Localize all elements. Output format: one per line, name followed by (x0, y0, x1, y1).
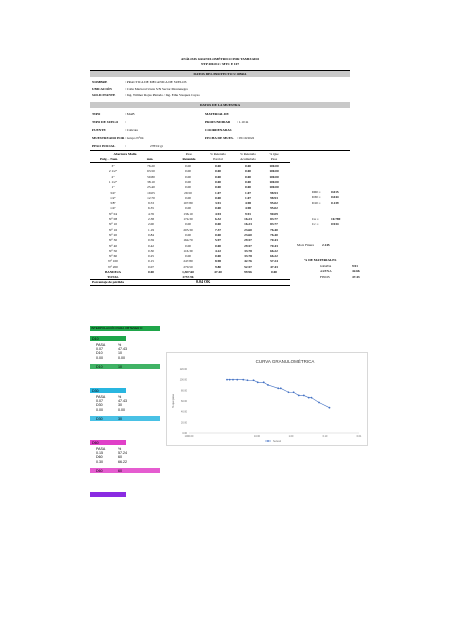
table-cell: 0.00 (215, 164, 221, 168)
panel-cell-left: PASA (96, 343, 106, 347)
table-cell: N° 40 (108, 243, 118, 248)
table-cell: 0.00 (215, 206, 221, 211)
table-cell: 70.43 (270, 243, 278, 248)
d-value: 0.139 (331, 200, 339, 205)
data-point (232, 379, 234, 381)
loss-label: Porcentaje de pérdida (92, 280, 124, 284)
th-ret-parcial-b: Parcial (213, 157, 223, 161)
table-cell: TOTAL (107, 275, 119, 280)
panel-result-value: 60 (118, 468, 122, 473)
table-cell: 19.05 (147, 190, 155, 195)
th-pulg: Pulg. - Nom. (100, 157, 119, 161)
sample-value: : 1.10 m (237, 120, 249, 124)
chart-ylabel: % que pasa (172, 394, 175, 408)
data-point (236, 379, 238, 381)
table-cell: 6.35 (148, 206, 154, 211)
panel-cell-left: 0.15 (96, 451, 103, 456)
table-cell: 1 1/2" (108, 179, 118, 184)
table-cell: 50.80 (147, 174, 155, 179)
y-tick-label: 40.00 (181, 410, 187, 414)
table-cell: 76.40 (270, 227, 278, 232)
table-cell: 136.10 (183, 211, 193, 216)
data-point (247, 379, 249, 381)
table-cell: 0.59 (148, 238, 154, 243)
table-cell: 3" (111, 164, 115, 168)
sample-value: : (125, 144, 126, 148)
panel-cell-right: 0.00 (118, 407, 125, 412)
panel-cell-right: % (118, 395, 122, 399)
panel-footer-bar (90, 492, 126, 497)
table-cell: 100.00 (269, 169, 279, 174)
data-point (329, 407, 331, 409)
panel-cell-right: 10 (118, 351, 122, 356)
table-cell: 3.91 (215, 201, 221, 206)
coef-label: Cu = (312, 217, 319, 221)
table-cell: 83.77 (270, 222, 278, 227)
table-cell: 66.22 (270, 254, 278, 259)
project-header: DATOS DEL PROYECTO U OBRA (193, 72, 247, 76)
coef-value: 10.789 (331, 217, 341, 221)
panel-cell-left: 0.00 (96, 355, 103, 360)
data-point (267, 384, 269, 386)
report-subtitle: NTP 400.012 / MTC E 107 (200, 62, 240, 66)
table-cell: 1" (111, 185, 115, 190)
table-cell: 12.70 (147, 195, 155, 200)
th-pasa-a: % Que (269, 152, 279, 156)
table-cell: 107.80 (183, 201, 193, 206)
data-point (293, 391, 295, 393)
project-value: : PRACTICA DE MECANICA DE SUELOS (125, 80, 187, 84)
panel-cell-right: % (118, 447, 122, 451)
table-cell: 1/2" (110, 195, 116, 200)
sample-label: COORDENADAS (205, 128, 232, 132)
table-cell: 1,307.60 (182, 270, 194, 274)
table-cell: 57.24 (270, 259, 278, 264)
y-tick-label: 80.00 (181, 389, 187, 393)
coef-value: 0.934 (331, 222, 339, 227)
legend-label: Series1 (273, 440, 282, 443)
panel-cell-right: % (118, 343, 122, 347)
panel-cell-left: D60 (96, 455, 103, 460)
table-cell: N° 50 (108, 248, 118, 253)
table-cell: 0.00 (215, 195, 221, 200)
table-cell: 0.00 (185, 174, 191, 179)
table-cell: 29.57 (244, 238, 252, 243)
table-cell: 47.43 (270, 264, 278, 269)
table-cell: 4.98 (245, 206, 251, 211)
panel-cell-left: 0.07 (96, 399, 103, 404)
panel-title: INTERPOLACIÓN PARA OBTENER D (91, 326, 143, 330)
table-cell: 83.77 (270, 217, 278, 221)
modulus-value: 2.145 (322, 243, 330, 247)
data-point (257, 381, 259, 383)
data-point (253, 379, 255, 381)
table-cell: 0.84 (148, 232, 154, 237)
sample-label: MATERIAL DE (205, 112, 229, 116)
material-label: FINOS (320, 274, 330, 279)
table-cell: 2" (111, 174, 115, 179)
x-tick-label: 0.10 (322, 435, 328, 438)
project-label: UBICACIÓN (92, 86, 112, 91)
table-cell: 100.00 (269, 185, 279, 190)
table-cell: 9.91 (245, 211, 251, 216)
table-cell: 174.30 (183, 217, 193, 221)
table-cell: 98.93 (270, 190, 278, 195)
table-cell: 100.00 (269, 174, 279, 179)
table-cell: 0.00 (148, 270, 154, 274)
table-cell: 90.09 (270, 211, 278, 216)
material-value: 47.43 (352, 274, 360, 279)
table-cell: 70.43 (270, 238, 278, 243)
table-cell: 0.00 (185, 195, 191, 200)
table-cell: 0.00 (185, 185, 191, 190)
table-cell: 4.76 (148, 211, 154, 216)
table-cell: 2.38 (148, 217, 154, 221)
sample-value: : MAB (125, 112, 135, 116)
table-cell: 203.30 (183, 227, 193, 232)
table-cell: 66.22 (270, 248, 278, 253)
table-cell: 4.93 (215, 211, 221, 216)
material-label: GRAVA (320, 264, 332, 268)
table-cell: 1.19 (148, 227, 154, 232)
panel-cell-left: 0.00 (96, 407, 103, 412)
table-cell: 42.76 (244, 259, 252, 264)
table-cell: 8.98 (215, 259, 221, 264)
table-cell: 6.32 (215, 217, 221, 221)
table-cell: 0.00 (245, 169, 251, 174)
y-tick-label: 60.00 (181, 400, 187, 403)
table-cell: 0.00 (185, 206, 191, 211)
table-cell: 52.57 (244, 264, 252, 269)
panel-cell-right: 47.43 (118, 347, 127, 352)
table-cell: 4.98 (245, 201, 251, 206)
table-cell: N° 100 (108, 259, 118, 264)
th-mm: mm. (146, 157, 154, 161)
project-value: : Ing. Wilmer Rojas Pintado / Ing. Ethu Vasquez Cayao (125, 93, 200, 97)
th-ret-acum-a: % Retenido (240, 152, 256, 156)
data-point (242, 379, 244, 381)
y-tick-label: 20.00 (181, 421, 187, 425)
legend-marker (267, 440, 269, 442)
table-cell: 16.23 (244, 222, 252, 227)
th-peso: Peso (185, 152, 193, 156)
sample-header: DATOS DE LA MUESTRA (199, 103, 241, 107)
table-cell: 3/8" (110, 201, 116, 206)
table-cell: 9.53 (148, 201, 154, 206)
data-point (277, 387, 279, 389)
modulus-label: Mod. Finura (297, 243, 314, 247)
table-cell: 2757.96 (182, 275, 194, 280)
coef-label: Cc = (312, 222, 319, 227)
data-point (298, 395, 300, 397)
y-tick-label: 120.00 (179, 368, 187, 371)
data-point (308, 397, 310, 399)
sample-label: TIPO DE SUELO (92, 120, 119, 124)
table-cell: 23.60 (244, 232, 252, 237)
table-cell: 5.97 (215, 238, 221, 243)
panel-cell-right: 47.43 (118, 399, 127, 404)
panel-cell-left: 0.30 (96, 459, 103, 464)
table-cell: 0.15 (148, 259, 154, 264)
table-cell: 3/4" (110, 190, 116, 195)
table-cell: N° 08 (108, 217, 118, 221)
panel-cell-right: 66.22 (118, 459, 127, 464)
th-abertura: Abertura Malla (113, 152, 137, 156)
table-cell: 0.00 (271, 270, 277, 274)
sample-label: FUENTE (92, 128, 106, 132)
table-cell: 7.37 (215, 227, 221, 232)
sample-label: PESO INICIAL (92, 144, 116, 148)
table-cell: 9.80 (215, 264, 221, 269)
table-cell: 76.40 (270, 232, 278, 237)
table-cell: 63.50 (147, 169, 155, 174)
table-cell: 164.70 (183, 238, 193, 243)
table-cell: 0.00 (185, 232, 191, 237)
table-cell: 16.23 (244, 217, 252, 221)
y-tick-label: 100.00 (179, 378, 187, 382)
data-point (229, 379, 231, 381)
table-cell: 1.07 (215, 190, 221, 195)
table-cell: 0.00 (185, 179, 191, 184)
panel-cell-left: D10 (96, 351, 103, 356)
table-cell: 247.80 (183, 259, 193, 264)
d-value: 0.044 (331, 195, 339, 200)
panel-result-label: D10 (96, 364, 103, 369)
data-point (303, 395, 305, 397)
chart-svg (167, 353, 367, 445)
sample-extra: 2783.9 gr (150, 144, 163, 148)
table-cell: 0.00 (215, 254, 221, 259)
d-label: D10 = (312, 200, 321, 205)
x-tick-label: 1.00 (288, 435, 294, 438)
panel-cell-left: D30 (96, 403, 103, 408)
table-cell: 0.00 (245, 185, 251, 190)
series-line (227, 380, 329, 408)
table-cell: 25.40 (147, 185, 155, 190)
th-retenido: Retenido (182, 157, 196, 161)
panel-result-label: D60 (96, 468, 103, 473)
table-cell: N° 04 (108, 211, 118, 216)
table-cell: BANDEJA (104, 270, 121, 274)
table-cell: 0.25 (148, 254, 154, 259)
table-cell: 33.78 (244, 254, 252, 259)
sample-label: FECHA DE MUES. (205, 136, 234, 140)
table-cell: 116.30 (183, 248, 193, 253)
table-cell: 1.07 (245, 195, 251, 200)
table-cell: 0.00 (185, 222, 191, 227)
panel-block-title: D10 (92, 336, 99, 341)
material-label: ARENA (320, 269, 332, 274)
table-cell: 29.57 (244, 243, 252, 248)
table-cell: N° 16 (108, 227, 118, 232)
sample-value: : Calicata (125, 128, 138, 132)
data-point (311, 397, 313, 399)
panel-cell-left: PASA (96, 395, 106, 399)
table-cell: 0.00 (215, 232, 221, 237)
panel-block-title: D30 (92, 388, 99, 393)
table-cell: 95.02 (270, 206, 278, 211)
table-cell: N° 200 (108, 264, 118, 269)
panel-cell-right: 60 (118, 455, 122, 460)
loss-value: 0.04 OK (196, 279, 211, 284)
panel-result-label: D30 (96, 416, 103, 421)
table-cell: 100.00 (269, 179, 279, 184)
project-label: SOLICITANTE (92, 93, 116, 97)
x-tick-label: 1000.00 (184, 435, 194, 438)
th-ret-parcial-a: % Retenido (210, 152, 226, 156)
table-cell: N° 20 (108, 232, 118, 237)
y-tick-label: 0.00 (182, 432, 187, 435)
table-cell: 4.22 (215, 248, 221, 253)
table-cell: 98.93 (270, 195, 278, 200)
table-cell: 29.50 (184, 190, 192, 195)
sample-value: : Grupo N°04 (125, 136, 144, 140)
panel-result-value: 30 (118, 416, 122, 421)
table-cell: 0.00 (215, 222, 221, 227)
table-cell: 0.00 (245, 174, 251, 179)
data-point (226, 379, 228, 381)
table-cell: 0.30 (148, 248, 154, 253)
table-cell: 76.20 (147, 164, 155, 168)
table-cell: 99.96 (244, 270, 252, 274)
table-cell: 33.78 (244, 248, 252, 253)
x-tick-label: 10.00 (254, 435, 260, 438)
table-cell: 0.00 (215, 185, 221, 190)
table-cell: 0.00 (245, 179, 251, 184)
table-cell: 0.07 (148, 264, 154, 269)
table-cell: 47.40 (214, 270, 222, 274)
table-cell: 1.07 (245, 190, 251, 195)
panel-cell-right: 57.24 (118, 451, 127, 456)
panel-block-title: D60 (92, 440, 99, 445)
x-tick-label: 0.01 (356, 435, 362, 438)
table-cell: 0.00 (215, 243, 221, 248)
table-cell: 270.50 (183, 264, 193, 269)
table-cell: 2 1/2" (108, 169, 118, 174)
panel-cell-right: 30 (118, 403, 122, 408)
table-cell: 0.00 (215, 169, 221, 174)
table-cell: 0.00 (215, 174, 221, 179)
d-label: D30 = (312, 195, 321, 200)
panel-cell-left: PASA (96, 447, 106, 451)
data-point (288, 391, 290, 393)
panel-result-value: 10 (118, 364, 122, 369)
sample-label: PROFUNDIDAD (205, 120, 231, 124)
material-value: 42.66 (352, 269, 360, 274)
report-title: ANÁLISIS GRANULOMÉTRICO POR TAMIZADO (180, 57, 260, 61)
chart-title: CURVA GRANULOMÉTRICA (255, 359, 315, 364)
th-ret-acum-b: Acumulado (240, 157, 256, 161)
table-cell: 95.02 (270, 201, 278, 206)
material-value: 9.91 (352, 264, 358, 268)
d-value: 0.015 (331, 190, 339, 194)
sample-value: : (125, 120, 126, 124)
d-label: D60 = (312, 190, 321, 194)
table-cell: 0.00 (245, 164, 251, 168)
table-cell: N° 30 (108, 238, 118, 243)
table-cell: 2.00 (148, 222, 154, 227)
table-cell: 0.42 (148, 243, 154, 248)
table-cell: 0.00 (185, 164, 191, 168)
table-cell: 38.10 (147, 179, 155, 184)
sample-value: : 05/10/2022 (237, 136, 255, 140)
data-point (318, 402, 320, 404)
table-cell: 0.00 (185, 254, 191, 259)
table-cell: 0.00 (185, 243, 191, 248)
sample-label: TIPO (92, 112, 101, 116)
table-cell: 1/4" (110, 206, 116, 211)
project-value: : Calle Mariscal Ureta S/N Sector Montenegro (125, 86, 189, 91)
table-cell: 23.60 (244, 227, 252, 232)
th-pasa-b: Pasa (270, 157, 278, 161)
gradation-chart (166, 352, 368, 446)
sample-label: MUESTREADO POR (92, 136, 125, 140)
panel-cell-right: 0.00 (118, 355, 125, 360)
materials-header: % DE MATERIALES (304, 258, 337, 262)
table-cell: 0.00 (215, 179, 221, 184)
panel-cell-left: 0.07 (96, 347, 103, 352)
table-cell: 0.00 (185, 169, 191, 174)
table-cell: N° 60 (108, 254, 118, 259)
data-point (263, 381, 265, 383)
table-cell: 100.00 (269, 164, 279, 168)
project-label: NOMBRE (92, 80, 108, 84)
data-point (280, 387, 282, 389)
table-cell: N° 10 (108, 222, 118, 227)
